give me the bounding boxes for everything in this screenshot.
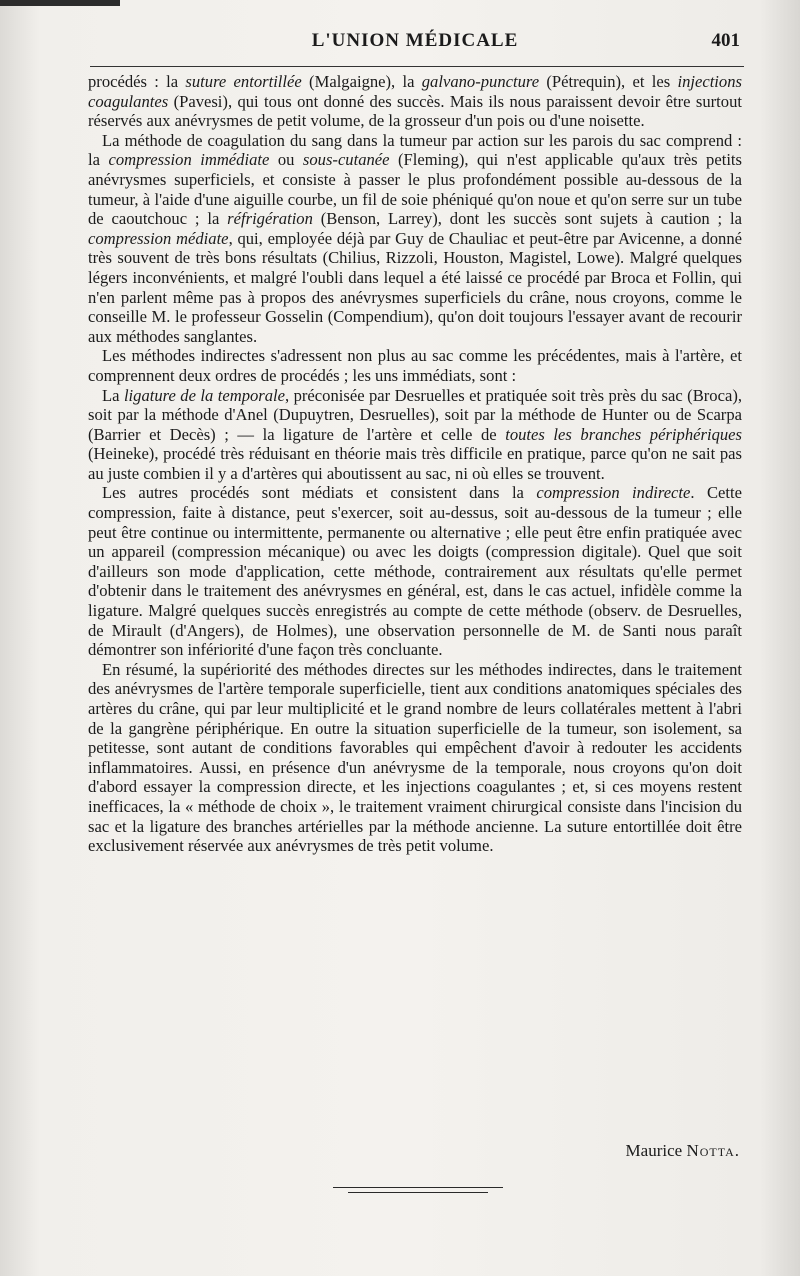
text-run: (Benson, Larrey), dont les succès sont sujets à caution ; la (312, 209, 742, 229)
italic-run: injections coagulantes (88, 72, 742, 111)
text-run: , préconisée par Desruelles et pratiquée soit très près du sac (Broca), soit par la méthode d'Anel (Dupuytren, Desruelles), soit par la méthode de Hunter ou de Scarpa (Barrier et Decès) ; — la ligature de l'artère et celle de (88, 385, 743, 444)
end-rule-secondary (348, 1192, 488, 1193)
running-head (90, 30, 740, 58)
paragraph-2 (88, 131, 742, 347)
text-run: La (102, 385, 124, 405)
journal-title: L'UNION MÉDICALE (311, 30, 519, 51)
text-run: (Malgaigne), la (301, 72, 422, 91)
text-run: (Pavesi), qui tous ont donné des succès. Mais ils nous paraissent devoir être surtout réservés aux anévrysmes de petit volume, de la grosseur d'un pois ou d'une noisette. (88, 91, 742, 131)
text-run: (Pétrequin), et les (539, 72, 678, 91)
header-rule (90, 66, 744, 67)
paragraph-1 (88, 72, 742, 131)
italic-run: compression médiate (88, 228, 229, 248)
article-body (88, 72, 742, 856)
scan-edge-shadow (0, 0, 120, 6)
text-run: La méthode de coagulation du sang dans la tumeur par action sur les parois du sac comprend : la (88, 130, 742, 170)
italic-run: sous-cutanée (302, 150, 390, 170)
paragraph-4 (88, 386, 742, 484)
text-run: En résumé, la supériorité des méthodes directes sur les méthodes indirectes, dans le traitement des anévrysmes de l'artère temporale superficielle, tient aux conditions anatomiques spéciales des artères du crâne, qui par leur multiplicité et le grand nombre de leurs collatérales mettent à l'abri de la gangrène périphérique. En outre la situation superficielle de la tumeur, son isolement, sa petitesse, sont autant de conditions favorables qui empêchent d'avoir à redouter les accidents inflammatoires. Aussi, en présence d'un anévrysme de la temporale, nous croyons qu'on doit d'abord essayer la compression directe, et les injections coagulantes ; et, si ces moyens restent inefficaces, la « méthode de choix », le traitement vraiment chirurgical consiste dans l'incision du sac et la ligature des branches artérielles par la méthode ancienne. La suture entortillée doit être exclusivement réservée aux anévrysmes de très petit volume. (88, 659, 742, 856)
italic-run: toutes les branches périphériques (505, 424, 742, 444)
author-signature (626, 1141, 740, 1161)
italic-run: réfrigération (227, 209, 313, 229)
paragraph-3 (88, 346, 742, 385)
author-first-name: Maurice (625, 1141, 683, 1160)
text-run: ou (269, 150, 303, 170)
italic-run: ligature de la temporale (123, 385, 286, 405)
text-run: Les méthodes indirectes s'adressent non plus au sac comme les précédentes, mais à l'artère, et comprennent deux ordres de procédés ; les uns immédiats, sont : (88, 346, 742, 385)
author-last-name: Notta. (686, 1141, 740, 1160)
text-run: (Heineke), procédé très réduisant en théorie mais très difficile en pratique, parce qu'on ne sait pas au juste combien il y a d'artères qui aboutissent au sac, ni où elles se trouvent. (88, 444, 742, 483)
text-run: Les autres procédés sont médiats et consistent dans la (102, 483, 537, 503)
text-run: , qui, employée déjà par Guy de Chauliac et peut-être par Avicenne, a donné très souvent de très bons résultats (Chilius, Rizzoli, Houston, Magistel, Lowe). Malgré quelques légers inconvénients, et malgré l'oubli dans lequel a été laissé ce procédé par Broca et Follin, qui n'en parlent même pas à propos des anévrysmes superficiels du crâne, nous croyons, comme le conseille M. le professeur Gosselin (Compendium), qu'on doit toujours l'essayer avant de recourir aux méthodes sanglantes. (88, 228, 742, 346)
paragraph-6 (88, 660, 742, 856)
italic-run: galvano-puncture (421, 72, 540, 91)
text-run: (Fleming), qui n'est applicable qu'aux très petits anévrysmes superficiels, et consiste à passer le plus profondément possible au-dessous de la tumeur, à l'aide d'une aiguille courbe, un fil de soie phéniqué qu'on noue et qu'on serre sur un tube de caoutchouc ; la (88, 150, 742, 229)
text-run: . Cette compression, faite à distance, peut s'exercer, soit au-dessus, soit au-dessous de la tumeur ; elle peut être continue ou intermittente, permanente ou alternative ; elle peut être enfin pratiquée avec un appareil (compression mécanique) ou avec les doigts (compression digitale). Quel que soit d'ailleurs son mode d'application, cette méthode, contrairement aux résultats qu'elle permet d'obtenir dans le traitement des anévrysmes en général, est, dans le cas actuel, infidèle comme la ligature. Malgré quelques succès enregistrés au compte de cette méthode (observ. de Desruelles, de Mirault (d'Angers), de Holmes), une observation personnelle de M. de Santi nous paraît démontrer son infériorité d'une façon très concluante. (88, 483, 742, 660)
paragraph-5 (88, 483, 742, 659)
end-rule (333, 1187, 503, 1188)
text-run: procédés : la (88, 72, 186, 91)
italic-run: compression immédiate (108, 150, 270, 170)
page-number: 401 (711, 30, 740, 51)
italic-run: suture entortillée (185, 72, 302, 91)
italic-run: compression indirecte (536, 483, 691, 503)
